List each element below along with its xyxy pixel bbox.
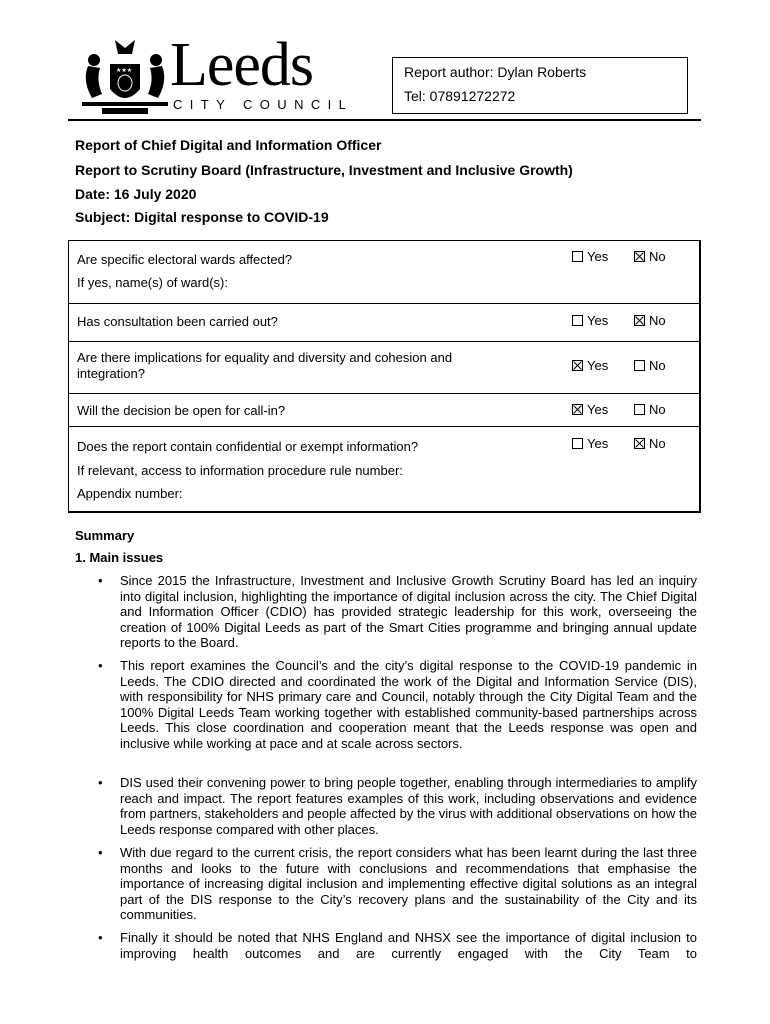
svg-text:★★★: ★★★ [116, 68, 133, 74]
summary-paragraph: Finally it should be noted that NHS England and NHSX see the importance of digital inclusion to improving health outcomes and are currently engaged with the City Team to [120, 930, 697, 961]
main-issues-heading: 1. Main issues [75, 550, 164, 565]
report-subject: Subject: Digital response to COVID-19 [75, 209, 329, 225]
summary-paragraph: Since 2015 the Infrastructure, Investment and Inclusive Growth Scrutiny Board has led an inquiry into digital inclusion, highlighting the importance of digital inclusion across the city. The Chief Digital and Information Officer (CDIO) has provided strategic leadership for this work, overseeing the creation of 100% Digital Leeds as part of the Smart Cities programme and bringing annual update reports to the Board. [120, 573, 697, 651]
checkbox-checked-icon [634, 315, 645, 326]
header-divider [68, 119, 701, 121]
row-divider [69, 393, 699, 394]
author-tel: Tel: 07891272272 [404, 88, 516, 104]
checkbox-checked-icon [572, 360, 583, 371]
question-rule-number: If relevant, access to information procedure rule number: [77, 463, 403, 478]
decision-checklist [68, 240, 701, 513]
bullet-icon: • [98, 930, 103, 945]
no-label: No [649, 358, 666, 373]
summary-paragraph: This report examines the Council’s and the city’s digital response to the COVID-19 pandemic in Leeds. The CDIO directed and coordinated the work of the Digital and Information Service (DIS), with responsibility for NHS primary care and Council, notably through the City Digital Team and the 100% Digital Leeds Team working together with established community-based partnerships across Leeds. This close coordination and cooperation meant that the Leeds response was open and inclusive while working at pace and at scale across sectors. [120, 658, 697, 751]
no-label: No [649, 313, 666, 328]
no-label: No [649, 436, 666, 451]
checkbox-checked-icon [634, 438, 645, 449]
row-divider [69, 341, 699, 342]
call-in-no-checkbox[interactable] [634, 402, 666, 417]
yes-label: Yes [587, 402, 609, 417]
row-divider [69, 426, 699, 427]
logo-wordmark: Leeds [170, 31, 314, 99]
call-in-yes-checkbox[interactable] [572, 402, 608, 417]
bullet-icon: • [98, 573, 103, 588]
yes-label: Yes [587, 358, 609, 373]
wards-no-checkbox[interactable] [634, 249, 666, 264]
no-label: No [649, 402, 666, 417]
report-to: Report to Scrutiny Board (Infrastructure, Investment and Inclusive Growth) [75, 162, 573, 178]
equality-yes-checkbox[interactable] [572, 358, 608, 373]
yes-label: Yes [587, 436, 609, 451]
question-call-in: Will the decision be open for call-in? [77, 403, 286, 418]
consultation-yes-checkbox[interactable] [572, 313, 608, 328]
report-author: Report author: Dylan Roberts [404, 64, 587, 80]
row-divider [69, 303, 699, 304]
checkbox-empty-icon [572, 438, 583, 449]
bullet-icon: • [98, 845, 103, 860]
checkbox-checked-icon [572, 404, 583, 415]
yes-label: Yes [587, 249, 609, 264]
checkbox-empty-icon [572, 315, 583, 326]
summary-paragraph: DIS used their convening power to bring people together, enabling through intermediaries to amplify reach and impact. The report features examples of this work, including observations and evidence from partners, stakeholders and people affected by the virus with additional observations on how the Leeds response compared with other places. [120, 775, 697, 837]
checkbox-checked-icon [634, 251, 645, 262]
bullet-icon: • [98, 658, 103, 673]
checkbox-empty-icon [572, 251, 583, 262]
confidential-no-checkbox[interactable] [634, 436, 666, 451]
logo-subtitle: CITY COUNCIL [173, 97, 354, 112]
checkbox-empty-icon [634, 404, 645, 415]
summary-paragraph: With due regard to the current crisis, the report considers what has been learnt during the last three months and looks to the future with conclusions and recommendations that emphasise the importance of increasing digital inclusion and implementing effective digital solutions as an integral part of the DIS response to the City’s recovery plans and the sustainability of the City and its communities. [120, 845, 697, 923]
author-box [392, 57, 688, 114]
question-wards-names: If yes, name(s) of ward(s): [77, 275, 228, 290]
yes-label: Yes [587, 313, 609, 328]
report-of: Report of Chief Digital and Information Officer [75, 137, 382, 153]
confidential-yes-checkbox[interactable] [572, 436, 608, 451]
question-wards: Are specific electoral wards affected? [77, 252, 293, 267]
question-confidential: Does the report contain confidential or exempt information? [77, 439, 419, 454]
question-consultation: Has consultation been carried out? [77, 314, 278, 329]
question-appendix-number: Appendix number: [77, 486, 183, 501]
equality-no-checkbox[interactable] [634, 358, 666, 373]
no-label: No [649, 249, 666, 264]
question-equality: Are there implications for equality and diversity and cohesion and integration? [77, 350, 453, 381]
leeds-coat-of-arms-logo [80, 36, 170, 116]
consultation-no-checkbox[interactable] [634, 313, 666, 328]
bullet-icon: • [98, 775, 103, 790]
summary-heading: Summary [75, 528, 135, 543]
report-date: Date: 16 July 2020 [75, 186, 197, 202]
checkbox-empty-icon [634, 360, 645, 371]
wards-yes-checkbox[interactable] [572, 249, 608, 264]
